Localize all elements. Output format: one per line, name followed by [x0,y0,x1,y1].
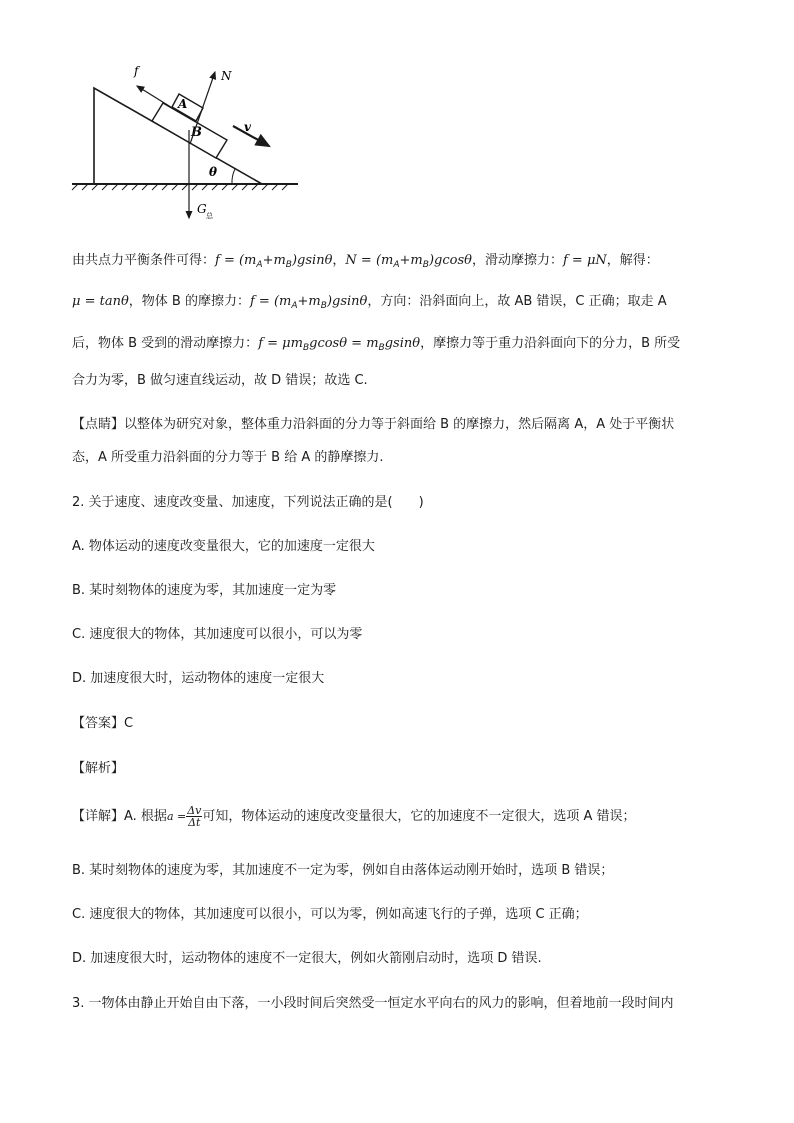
gravity-sub-label: 总 [206,212,213,220]
velocity-label: v [244,120,251,134]
velocity-arrow [233,126,269,146]
explanation-line-4: 合力为零，B 做匀速直线运动，故 D 错误；故选 C. [72,373,368,388]
q2-stem: 2. 关于速度、速度改变量、加速度，下列说法正确的是( ) [72,495,424,510]
block-b-label: B [191,125,202,140]
q2-detail-b: B. 某时刻物体的速度为零，其加速度不一定为零，例如自由落体运动刚开始时，选项 B 错误； [72,863,614,878]
fraction-dv-dt: $\frac{\Delta v}{\Delta t}$ [187,804,202,829]
gravity-label: G [197,202,207,216]
incline-force-diagram [70,60,310,230]
angle-arc [232,169,235,184]
friction-label: f [134,64,139,78]
q2-detail-d: D. 加速度很大时，运动物体的速度不一定很大，例如火箭刚启动时，选项 D 错误. [72,951,542,966]
q2-detail-c: C. 速度很大的物体，其加速度可以很小，可以为零，例如高速飞行的子弹，选项 C 正确； [72,907,588,922]
q2-option-a: A. 物体运动的速度改变量很大，它的加速度一定很大 [72,539,375,554]
block-a-label: A [178,97,188,111]
q2-option-b: B. 某时刻物体的速度为零，其加速度一定为零 [72,583,337,598]
q2-answer: 【答案】C [72,716,134,731]
point-line-2: 态，A 所受重力沿斜面的分力等于 B 给 A 的静摩擦力. [72,450,384,465]
normal-label: N [221,69,232,83]
q2-option-d: D. 加速度很大时，运动物体的速度一定很大 [72,671,325,686]
point-line-1: 【点睛】以整体为研究对象，整体重力沿斜面的分力等于斜面给 B 的摩擦力，然后隔离 A，A 处于平衡状 [72,417,675,432]
explanation-line-1: 由共点力平衡条件可得：$f = (m_A+m_B)gsin\theta$，$N = (m_A+m_B)gcos\theta$，滑动摩擦力：f = μN，解得： [72,253,659,270]
q2-detail-a: 【详解】A. 根据a = $\frac{\Delta v}{\Delta t}$ 可知，物体运动的速度改变量很大，它的加速度不一定很大，选项 A 错误； [72,804,636,829]
q2-analysis-title: 【解析】 [72,761,125,776]
q2-option-c: C. 速度很大的物体，其加速度可以很小，可以为零 [72,627,363,642]
q3-stem: 3. 一物体由静止开始自由下落，一小段时间后突然受一恒定水平向右的风力的影响，但着地前一段时间内 [72,996,674,1011]
angle-label: θ [209,165,218,179]
explanation-line-3: 后，物体 B 受到的滑动摩擦力：$f = \mu m_Bgcos\theta = m_Bgsin\theta$，摩擦力等于重力沿斜面向下的分力，B 所受 [72,336,681,353]
explanation-line-2: μ = tanθ，物体 B 的摩擦力：$f = (m_A+m_B)gsin\theta$，方向：沿斜面向上，故 AB 错误，C 正确；取走 A [72,294,667,311]
